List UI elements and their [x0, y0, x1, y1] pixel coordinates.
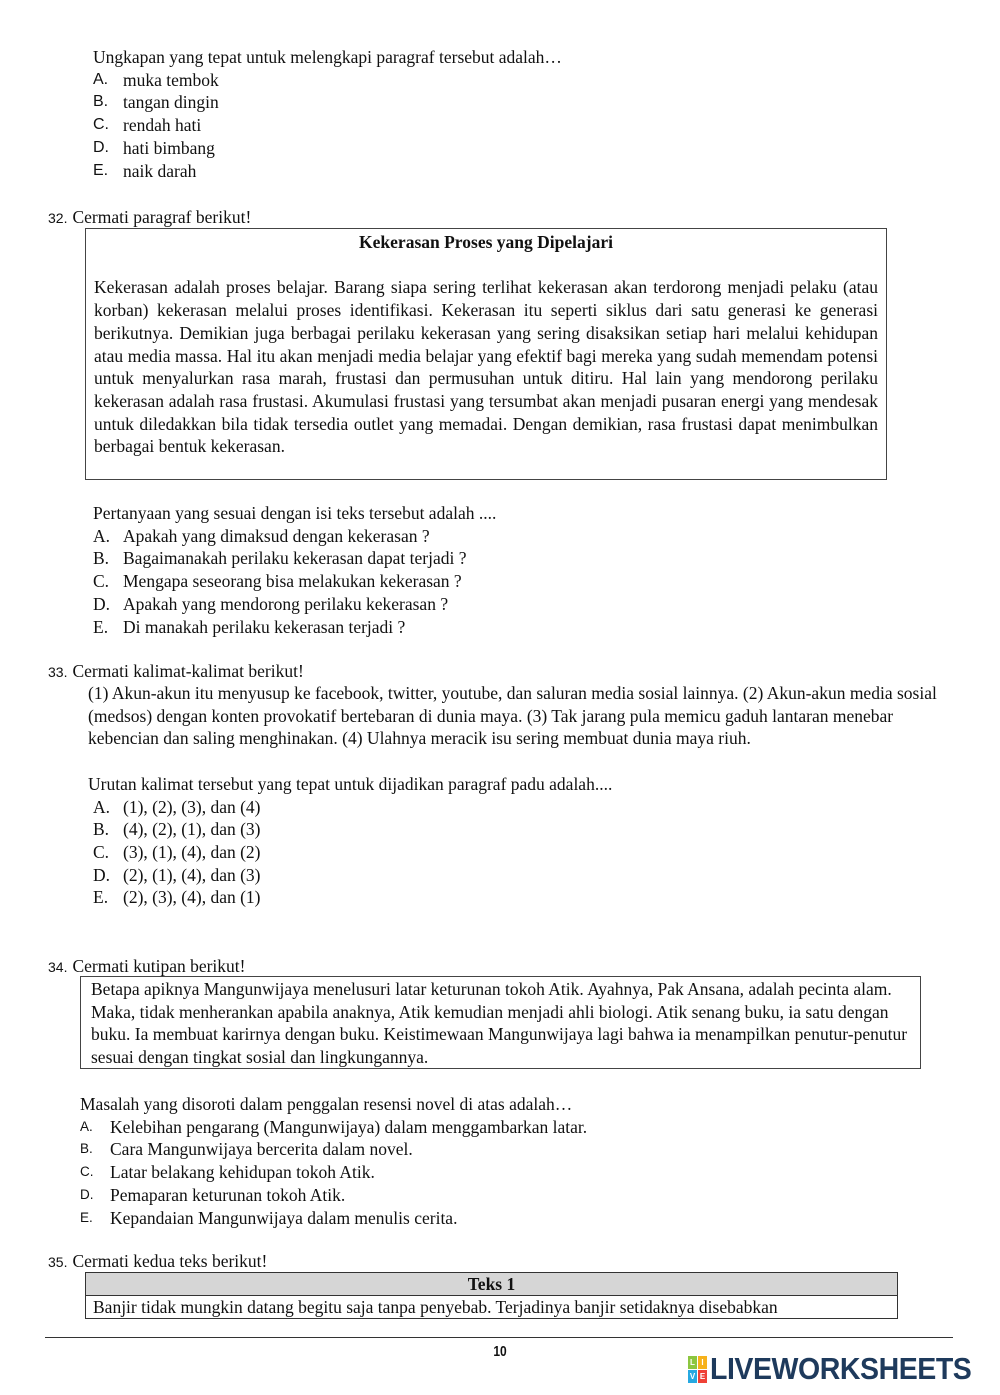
question-number: 33. — [48, 664, 68, 680]
option-text: Pemaparan keturunan tokoh Atik. — [110, 1184, 346, 1205]
passage-text: Kekerasan adalah proses belajar. Barang siapa sering terlihat kekerasan akan terdorong menjadi pelaku (atau korban) kekerasan melalui proses identifikasi. Kekerasan itu seperti siklus dari satu generasi ke generasi berikutnya. Demikian juga berbagai perilaku kekerasan yang sering disaksikan setiap hari melalui kehidupan atau media massa. Hal itu akan menjadi media belajar yang efektif bagi mereka yang sudah memendam potensi untuk menyalurkan rasa marah, frustasi dan permusuhan untuk ditiru. Hal lain yang mendorong perilaku kekerasan adalah rasa frustasi. Akumulasi frustasi yang tersumbat akan menjadi pusaran energi yang mendesak untuk diledakkan bila tidak tersedia outlet yang memadai. Dengan demikian, rasa frustasi dapat menimbulkan berbagai bentuk kekerasan. — [94, 277, 878, 457]
option-text: Apakah yang dimaksud dengan kekerasan ? — [123, 525, 430, 546]
question-stem: Ungkapan yang tepat untuk melengkapi paragraf tersebut adalah… — [93, 47, 562, 67]
answer-option[interactable] — [93, 91, 562, 114]
sentences-text: (1) Akun-akun itu menyusup ke facebook, twitter, youtube, dan saluran media sosial lainnya. (2) Akun-akun media sosial (medsos) dengan konten provokatif bertebaran di dunia maya. (3) Tak jarang pula memicu gaduh lantaran menebar kebencian dan saling menghinakan. (4) Ulahnya meracik isu sering membuat dunia maya riuh. — [88, 683, 937, 749]
answer-option[interactable] — [93, 570, 496, 593]
option-text: tangan dingin — [123, 92, 219, 113]
option-text: Latar belakang kehidupan tokoh Atik. — [110, 1162, 375, 1183]
question-32-body — [93, 502, 496, 638]
option-letter: D. — [93, 864, 111, 885]
option-letter: B. — [93, 548, 110, 569]
table-header: Teks 1 — [86, 1273, 897, 1296]
option-text: Kelebihan pengarang (Mangunwijaya) dalam menggambarkan latar. — [110, 1116, 588, 1137]
text-table — [85, 1272, 898, 1319]
option-text: (3), (1), (4), dan (2) — [123, 841, 261, 862]
option-letter: A. — [93, 525, 111, 546]
passage-title: Kekerasan Proses yang Dipelajari — [359, 232, 613, 252]
answer-option[interactable] — [80, 1161, 587, 1184]
option-letter: D. — [80, 1186, 94, 1202]
answer-option[interactable] — [80, 1184, 587, 1207]
answer-option[interactable] — [80, 1207, 587, 1230]
option-text: Mengapa seseorang bisa melakukan kekerasan ? — [123, 571, 462, 592]
footer-divider — [45, 1337, 953, 1338]
answer-option[interactable] — [93, 841, 948, 864]
option-text: muka tembok — [123, 69, 219, 90]
question-instruction: Cermati kedua teks berikut! — [72, 1251, 268, 1271]
option-letter: D. — [93, 138, 109, 156]
option-letter: D. — [93, 593, 111, 614]
option-text: hati bimbang — [123, 137, 215, 158]
option-text: Di manakah perilaku kekerasan terjadi ? — [123, 616, 406, 637]
answer-option[interactable] — [80, 1138, 587, 1161]
question-stem: Pertanyaan yang sesuai dengan isi teks tersebut adalah .... — [93, 503, 497, 523]
option-letter: B. — [93, 819, 110, 840]
option-text: Kepandaian Mangunwijaya dalam menulis cerita. — [110, 1207, 458, 1228]
question-instruction: Cermati kalimat-kalimat berikut! — [72, 661, 304, 681]
table-cell-text: Banjir tidak mungkin datang begitu saja tanpa penyebab. Terjadinya banjir setidaknya disebabkan — [93, 1297, 778, 1317]
answer-option[interactable] — [93, 593, 496, 616]
option-text: (1), (2), (3), dan (4) — [123, 796, 261, 817]
question-stem: Urutan kalimat tersebut yang tepat untuk dijadikan paragraf padu adalah.... — [88, 773, 613, 794]
option-text: Cara Mangunwijaya bercerita dalam novel. — [110, 1139, 413, 1160]
option-text: (2), (1), (4), dan (3) — [123, 864, 261, 885]
answer-option[interactable] — [93, 160, 562, 183]
answer-option[interactable] — [93, 886, 948, 909]
page-number: 10 — [493, 1343, 507, 1360]
logo-icon: L I V E — [689, 1358, 706, 1381]
option-letter: B. — [93, 93, 109, 111]
answer-option[interactable] — [93, 547, 496, 570]
option-letter: E. — [93, 616, 109, 637]
question-33-header — [48, 660, 304, 684]
option-text: Bagaimanakah perilaku kekerasan dapat terjadi ? — [123, 548, 467, 569]
question-34-body — [80, 1093, 587, 1229]
question-number: 35. — [48, 1254, 68, 1270]
answer-option[interactable] — [80, 1116, 587, 1139]
option-letter: E. — [93, 887, 109, 908]
option-text: rendah hati — [123, 115, 202, 136]
option-letter: B. — [80, 1141, 93, 1157]
option-letter: C. — [80, 1164, 94, 1180]
option-text: (4), (2), (1), dan (3) — [123, 819, 261, 840]
excerpt-box — [80, 976, 921, 1069]
passage-box — [85, 228, 887, 480]
question-35-header — [48, 1250, 267, 1274]
option-letter: C. — [93, 571, 110, 592]
answer-option[interactable] — [93, 69, 562, 92]
answer-option[interactable] — [93, 114, 562, 137]
option-letter: C. — [93, 841, 110, 862]
question-stem: Masalah yang disoroti dalam penggalan resensi novel di atas adalah… — [80, 1094, 573, 1114]
option-letter: A. — [93, 796, 111, 817]
answer-option[interactable] — [93, 796, 948, 819]
question-31 — [93, 46, 562, 182]
option-letter: A. — [93, 70, 109, 88]
answer-option[interactable] — [93, 616, 496, 639]
question-instruction: Cermati kutipan berikut! — [72, 956, 246, 976]
option-letter: E. — [80, 1209, 93, 1225]
answer-option[interactable] — [93, 818, 948, 841]
question-number: 32. — [48, 210, 68, 226]
answer-option[interactable] — [93, 137, 562, 160]
option-letter: C. — [93, 116, 109, 134]
answer-option[interactable] — [93, 864, 948, 887]
option-text: (2), (3), (4), dan (1) — [123, 887, 261, 908]
question-instruction: Cermati paragraf berikut! — [72, 207, 252, 227]
question-33-body — [88, 682, 948, 909]
option-letter: A. — [80, 1118, 93, 1134]
answer-option[interactable] — [93, 525, 496, 548]
liveworksheets-logo — [688, 1351, 994, 1387]
question-32-header — [48, 206, 251, 230]
option-text: Apakah yang mendorong perilaku kekerasan ? — [123, 593, 449, 614]
excerpt-text: Betapa apiknya Mangunwijaya menelusuri latar keturunan tokoh Atik. Ayahnya, Pak Ansana, adalah pecinta alam. Maka, tidak menherankan apabila anaknya, Atik kemudian menjadi ahli biologi. Atik senang buku, ia satu dengan buku. Ia membuat karirnya dengan buku. Keistimewaan Mangunwijaya lagi bahwa ia menampilkan penutur-penutur sesuai dengan tingkat sosial dan lingkungannya. — [91, 979, 908, 1068]
logo-text: LIVEWORKSHEETS — [710, 1351, 972, 1387]
option-text: naik darah — [123, 160, 197, 181]
option-letter: E. — [93, 161, 109, 179]
question-number: 34. — [48, 959, 68, 975]
